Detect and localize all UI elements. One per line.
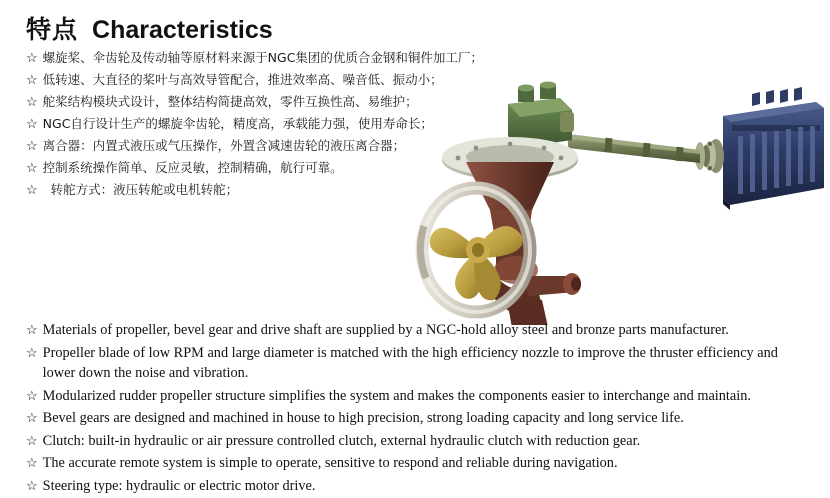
star-icon: ☆ <box>26 50 38 65</box>
list-item-label: Modularized rudder propeller structure simplifies the system and makes the components easier to interchange and maintain. <box>42 387 751 404</box>
list-item-label: Clutch: built-in hydraulic or air pressure controlled clutch, external hydraulic clutch with reduction gear. <box>42 432 641 449</box>
star-icon: ☆ <box>26 322 38 337</box>
list-item-label: Propeller blade of low RPM and large diameter is matched with the high efficiency nozzle to improve the thruster efficiency and lower down the noise and vibration. <box>42 344 778 381</box>
page-title-chinese: 特点 <box>26 15 79 44</box>
list-item-label: Steering type: hydraulic or electric motor drive. <box>42 477 316 494</box>
list-item <box>26 320 806 341</box>
list-item <box>26 431 806 452</box>
star-icon: ☆ <box>26 72 38 87</box>
azimuth-thruster-illustration <box>400 70 830 325</box>
star-icon: ☆ <box>26 182 38 197</box>
list-item <box>26 386 806 407</box>
star-icon: ☆ <box>26 94 38 109</box>
page-header <box>26 10 273 46</box>
list-item <box>26 476 806 497</box>
list-item-label: The accurate remote system is simple to operate, sensitive to respond and reliable during navigation. <box>42 455 618 471</box>
star-icon: ☆ <box>26 116 38 131</box>
drive-shaft-graphic <box>568 134 700 163</box>
star-icon: ☆ <box>26 160 38 175</box>
star-icon: ☆ <box>26 455 38 470</box>
list-item-label: 低转速、大直径的桨叶与高效导管配合，推进效率高、噪音低、振动小； <box>42 72 443 87</box>
list-item <box>26 408 806 429</box>
list-item <box>26 48 486 67</box>
engine-block-graphic <box>723 87 824 210</box>
page-title-english: Characteristics <box>92 16 273 44</box>
list-item-label: NGC自行设计生产的螺旋伞齿轮，精度高，承载能力强，使用寿命长； <box>42 116 433 131</box>
list-item-label: 控制系统操作简单、反应灵敏，控制精确，航行可靠。 <box>42 160 343 175</box>
list-item-label: 舵桨结构模块式设计，整体结构简捷高效，零件互换性高、易维护； <box>42 94 418 109</box>
list-item-label: Bevel gears are designed and machined in house to high precision, strong loading capacity and long service life. <box>42 410 684 426</box>
english-feature-list <box>26 320 806 498</box>
list-item <box>26 453 806 474</box>
star-icon: ☆ <box>26 387 38 403</box>
list-item-label: 螺旋桨、伞齿轮及传动轴等原材料来源于NGC集团的优质合金钢和铜件加工厂； <box>42 50 483 65</box>
list-item-label: Materials of propeller, bevel gear and drive shaft are supplied by a NGC-hold alloy steel and bronze parts manufacturer. <box>42 322 729 338</box>
list-item-label: 转舵方式：液压转舵或电机转舵； <box>50 182 239 197</box>
list-item <box>26 343 806 384</box>
list-item-label: 离合器：内置式液压或气压操作，外置含减速齿轮的液压离合器； <box>42 138 406 153</box>
star-icon: ☆ <box>26 432 38 448</box>
star-icon: ☆ <box>26 138 38 153</box>
star-icon: ☆ <box>26 344 38 360</box>
star-icon: ☆ <box>26 410 38 425</box>
star-icon: ☆ <box>26 477 38 493</box>
